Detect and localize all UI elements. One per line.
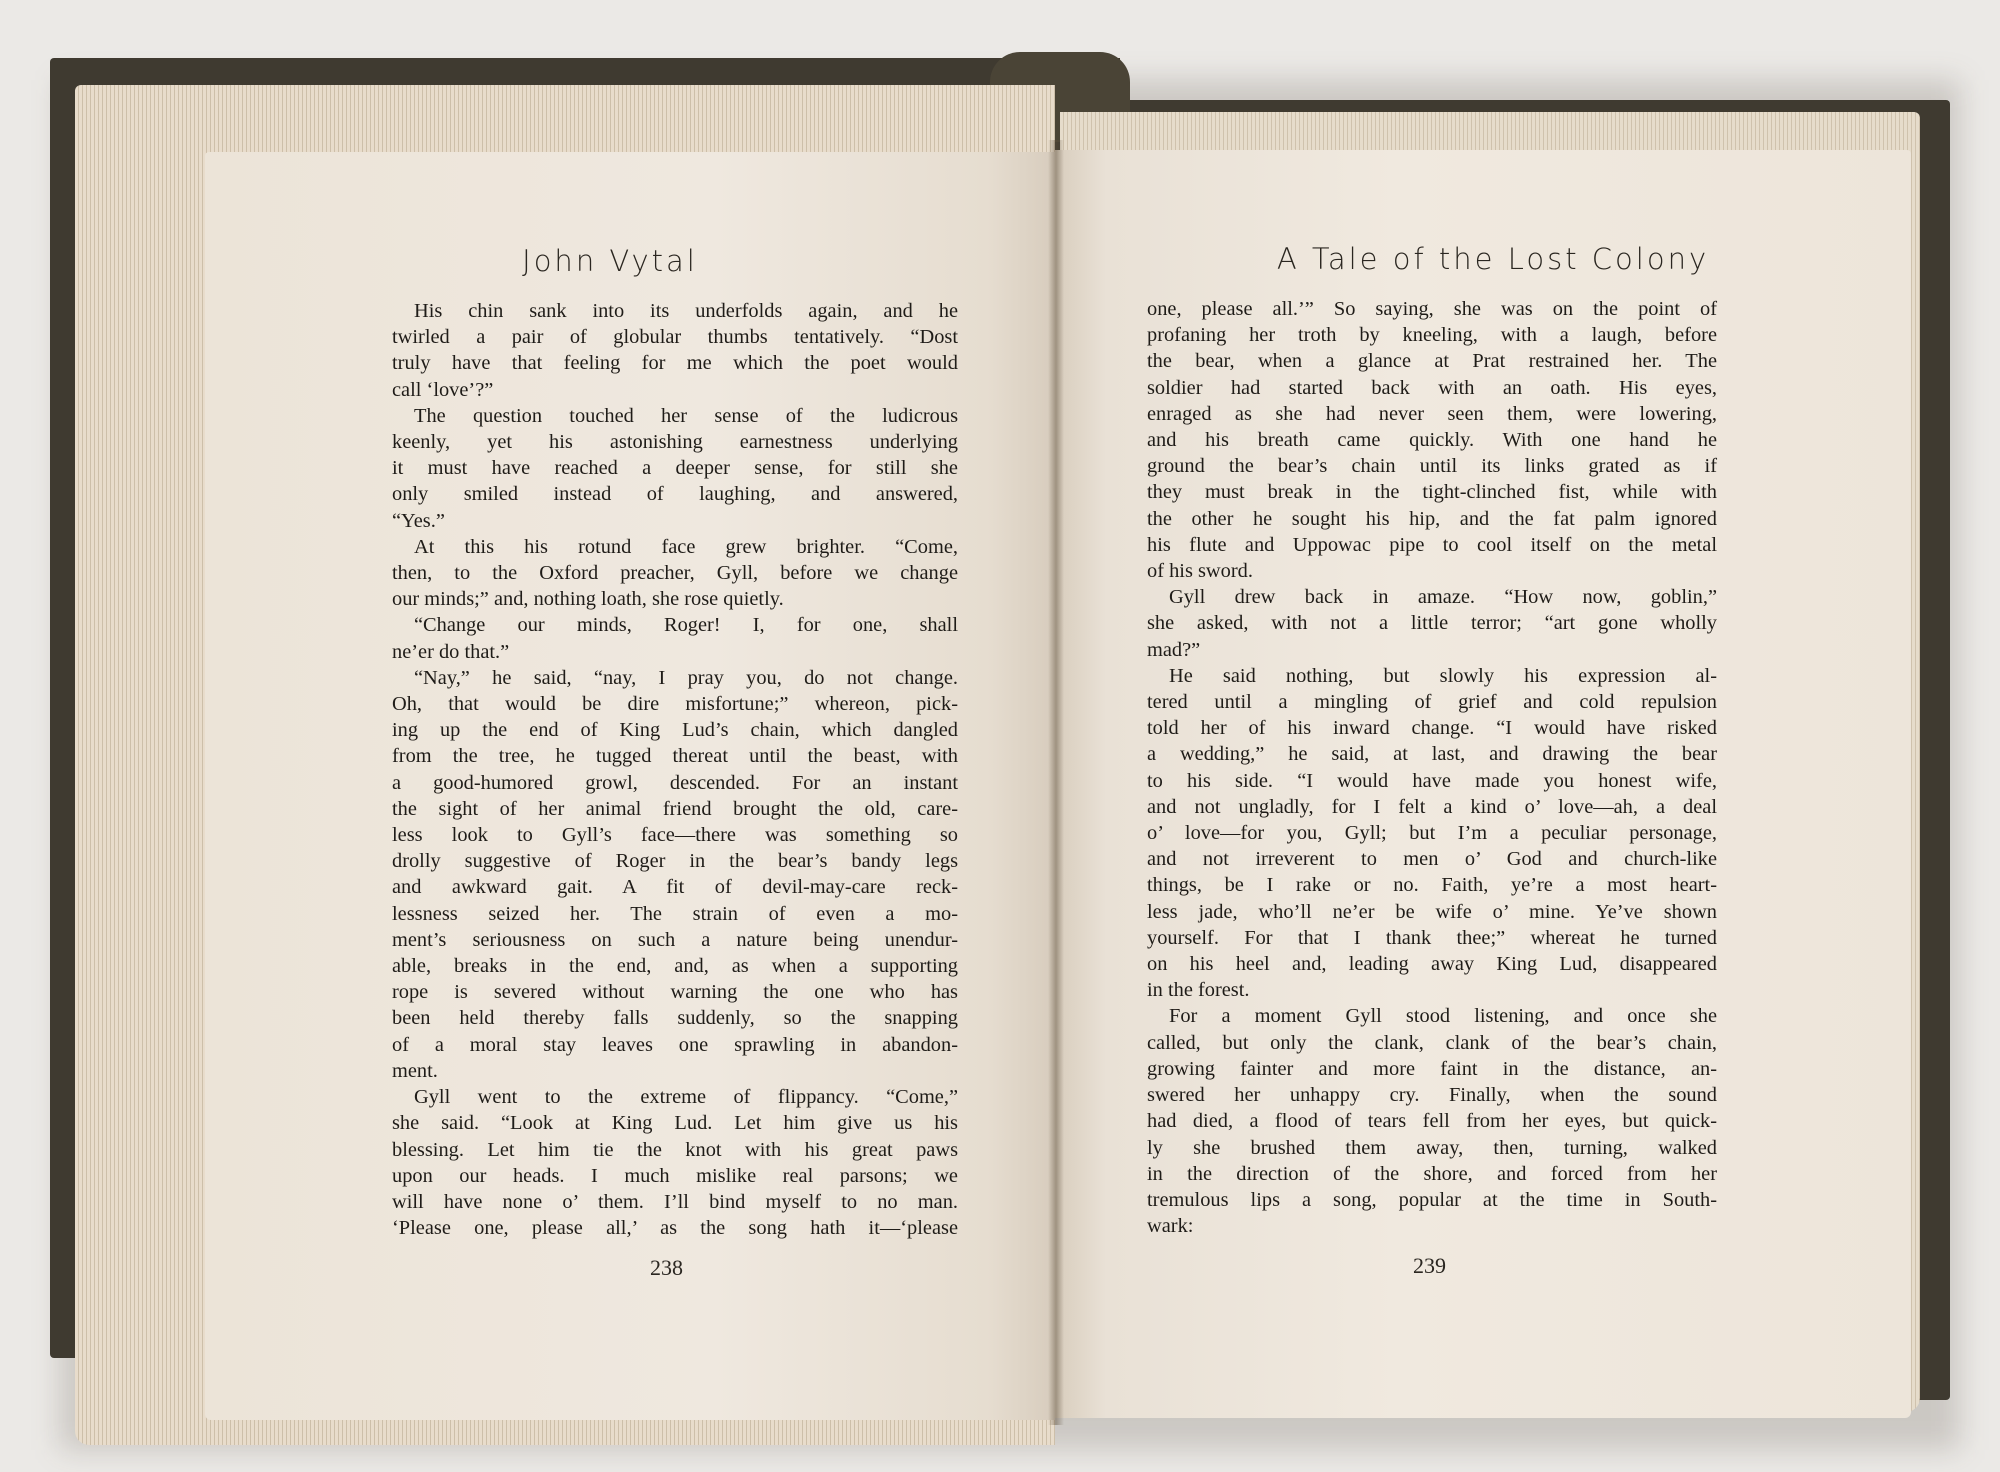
- text-line: a wedding,” he said, at last, and drawing the bear: [1147, 743, 1717, 766]
- text-line: He said nothing, but slowly his expression al-: [1169, 664, 1717, 687]
- text-line: things, be I rake or no. Faith, ye’re a most heart-: [1147, 874, 1717, 897]
- text-line: “Yes.”: [392, 509, 445, 532]
- text-line: rope is severed without warning the one who has: [392, 981, 958, 1004]
- text-line: been held thereby falls suddenly, so the snapping: [392, 1007, 958, 1030]
- text-line: The question touched her sense of the ludicrous: [414, 404, 958, 427]
- text-line: “Nay,” he said, “nay, I pray you, do not change.: [414, 666, 958, 689]
- text-line: growing fainter and more faint in the distance, an-: [1147, 1057, 1717, 1080]
- text-line: soldier had started back with an oath. His eyes,: [1147, 376, 1717, 399]
- text-line: drolly suggestive of Roger in the bear’s bandy legs: [392, 850, 958, 873]
- text-line: Gyll drew back in amaze. “How now, goblin,”: [1169, 586, 1717, 609]
- text-line: and awkward gait. A fit of devil-may-care reck-: [392, 876, 958, 899]
- text-line: truly have that feeling for me which the poet would: [392, 352, 958, 375]
- text-line: of his sword.: [1147, 560, 1253, 583]
- text-line: our minds;” and, nothing loath, she rose quietly.: [392, 588, 784, 611]
- text-line: upon our heads. I much mislike real parsons; we: [392, 1164, 958, 1187]
- text-line: keenly, yet his astonishing earnestness underlying: [392, 431, 958, 454]
- right-page-body: [1147, 296, 1717, 1239]
- book-gutter: [1048, 140, 1064, 1425]
- text-line: twirled a pair of globular thumbs tentatively. “Dost: [392, 326, 958, 349]
- text-line: wark:: [1147, 1215, 1194, 1238]
- text-line: then, to the Oxford preacher, Gyll, before we change: [392, 562, 958, 585]
- text-line: they must break in the tight-clinched fist, while with: [1147, 481, 1717, 504]
- text-line: ment.: [392, 1059, 438, 1082]
- text-line: from the tree, he tugged thereat until the beast, with: [392, 745, 958, 768]
- page-number-left: 238: [650, 1255, 683, 1280]
- text-line: Oh, that would be dire misfortune;” whereon, pick-: [392, 693, 958, 716]
- left-page: [205, 152, 1055, 1420]
- text-line: the other he sought his hip, and the fat palm ignored: [1147, 507, 1717, 530]
- text-line: called, but only the clank, clank of the bear’s chain,: [1147, 1031, 1717, 1054]
- text-line: call ‘love’?”: [392, 378, 494, 401]
- text-line: ne’er do that.”: [392, 640, 510, 663]
- right-page: [1055, 150, 1911, 1418]
- text-line: His chin sank into its underfolds again, and he: [414, 300, 958, 322]
- text-line: the sight of her animal friend brought the old, care-: [392, 797, 958, 820]
- text-line: and his breath came quickly. With one hand he: [1147, 429, 1717, 452]
- text-line: For a moment Gyll stood listening, and once she: [1169, 1005, 1717, 1028]
- page-number-right: 239: [1413, 1253, 1446, 1278]
- text-line: in the direction of the shore, and forced from her: [1147, 1162, 1717, 1185]
- text-line: a good-humored growl, descended. For an instant: [392, 771, 958, 794]
- text-line: to his side. “I would have made you honest wife,: [1147, 769, 1717, 792]
- text-line: it must have reached a deeper sense, for still she: [392, 457, 958, 480]
- text-line: ‘Please one, please all,’ as the song hath it—‘please: [392, 1217, 958, 1240]
- text-line: of a moral stay leaves one sprawling in abandon-: [392, 1033, 958, 1056]
- text-line: on his heel and, leading away King Lud, disappeared: [1147, 953, 1717, 976]
- text-line: ly she brushed them away, then, turning, walked: [1147, 1136, 1717, 1159]
- text-line: Gyll went to the extreme of flippancy. “Come,”: [414, 1086, 958, 1109]
- text-line: and not ungladly, for I felt a kind o’ love—ah, a deal: [1147, 795, 1717, 818]
- text-line: enraged as she had never seen them, were lowering,: [1147, 402, 1717, 425]
- text-line: ing up the end of King Lud’s chain, which dangled: [392, 719, 958, 742]
- text-line: o’ love—for you, Gyll; but I’m a peculiar personage,: [1147, 822, 1717, 845]
- text-line: she said. “Look at King Lud. Let him give us his: [392, 1112, 958, 1135]
- text-line: and not irreverent to men o’ God and church-like: [1147, 848, 1717, 871]
- text-line: in the forest.: [1147, 979, 1250, 1002]
- text-line: swered her unhappy cry. Finally, when the sound: [1147, 1084, 1717, 1107]
- text-line: blessing. Let him tie the knot with his great paws: [392, 1138, 958, 1161]
- text-line: less jade, who’ll ne’er be wife o’ mine. Ye’ve shown: [1147, 900, 1717, 923]
- text-line: his flute and Uppowac pipe to cool itself on the metal: [1147, 533, 1717, 556]
- text-line: able, breaks in the end, and, as when a supporting: [392, 955, 958, 978]
- text-line: profaning her troth by kneeling, with a laugh, before: [1147, 324, 1717, 347]
- text-line: one, please all.’” So saying, she was on the point of: [1147, 298, 1717, 320]
- text-line: she asked, with not a little terror; “art gone wholly: [1147, 612, 1717, 635]
- text-line: “Change our minds, Roger! I, for one, shall: [414, 614, 958, 637]
- text-line: mad?”: [1147, 638, 1201, 661]
- text-line: At this his rotund face grew brighter. “Come,: [414, 535, 958, 558]
- text-line: less look to Gyll’s face—there was something so: [392, 824, 958, 847]
- text-line: told her of his inward change. “I would have risked: [1147, 717, 1717, 740]
- text-line: ground the bear’s chain until its links grated as if: [1147, 455, 1717, 478]
- text-line: only smiled instead of laughing, and answered,: [392, 483, 958, 506]
- text-line: tered until a mingling of grief and cold repulsion: [1147, 691, 1717, 714]
- text-line: the bear, when a glance at Prat restrained her. The: [1147, 350, 1717, 373]
- running-head-left: John Vytal: [522, 244, 698, 278]
- left-page-body: [392, 298, 958, 1241]
- running-head-right: A Tale of the Lost Colony: [1276, 242, 1710, 276]
- text-line: yourself. For that I thank thee;” whereat he turned: [1147, 926, 1717, 949]
- text-line: will have none o’ them. I’ll bind myself to no man.: [392, 1190, 958, 1213]
- text-line: lessness seized her. The strain of even a mo-: [392, 902, 958, 925]
- text-line: ment’s seriousness on such a nature being unendur-: [392, 928, 958, 951]
- text-line: had died, a flood of tears fell from her eyes, but quick-: [1147, 1110, 1717, 1133]
- text-line: tremulous lips a song, popular at the time in South-: [1147, 1188, 1717, 1211]
